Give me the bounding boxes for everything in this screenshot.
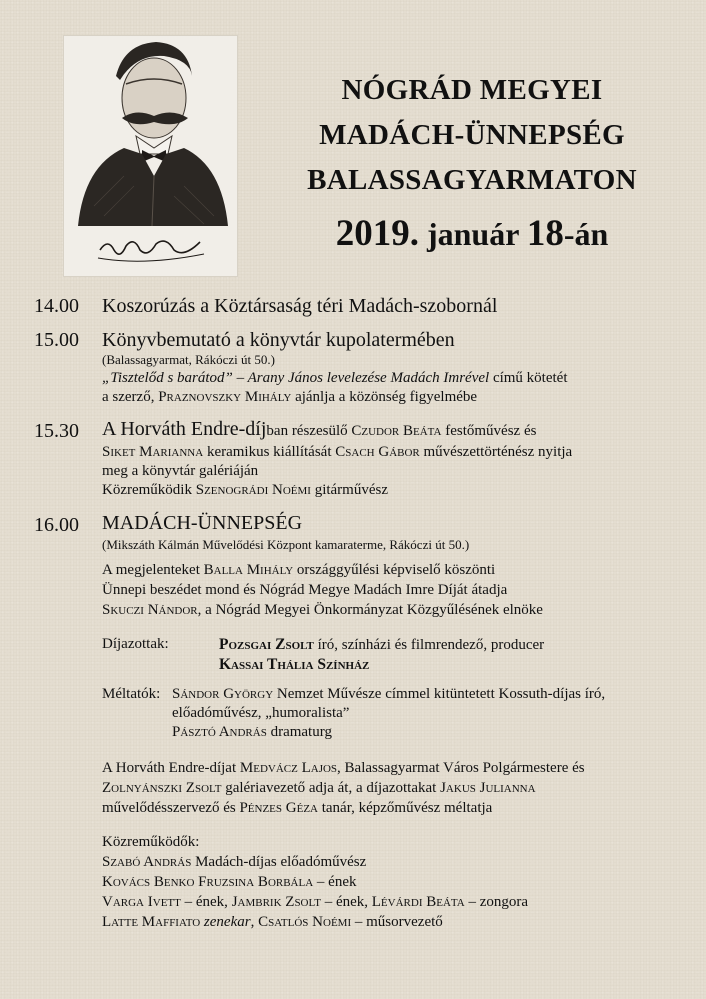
award-para-line-1-a: A Horváth Endre-díjat: [102, 760, 240, 776]
event-3-line-2: [102, 443, 572, 462]
person-jakus: Jakus Julianna: [440, 780, 536, 796]
title-line-2: MADÁCH-ÜNNEPSÉG: [319, 119, 625, 151]
event-1-time: 14.00: [34, 295, 79, 317]
event-2-line-2-b: ajánlja a közönség figyelmébe: [291, 389, 478, 405]
person-praznovszky: Praznovszky Mihály: [158, 389, 292, 405]
event-2-location: (Balassagyarmat, Rákóczi út 50.): [102, 352, 275, 367]
latte-maffiato: Latte Maffiato: [102, 914, 201, 930]
event-4-line-2: Ünnepi beszédet mond és Nógrád Megye Madách Imre Díját átadja: [102, 582, 508, 598]
awardee-2: [219, 655, 369, 675]
event-4-title: MADÁCH-ÜNNEPSÉG: [102, 512, 303, 534]
laudators-label: Méltatók:: [102, 686, 161, 702]
event-4-line-3: [102, 601, 543, 620]
person-czudor: Czudor Beáta: [351, 423, 442, 439]
laudator-1-desc: Nemzet Művésze címmel kitüntetett Kossuth-díjas író,: [273, 686, 606, 702]
kassai-thalia: Kassai Thália Színház: [219, 656, 370, 673]
performer-4-mid: ,: [250, 914, 259, 930]
laudator-2-desc: dramaturg: [266, 724, 332, 740]
award-para-line-3-a: művelődésszervező és: [102, 800, 240, 816]
event-2-title: Könyvbemutató a könyvtár kupolatermében: [102, 329, 455, 351]
event-4-line-1: [102, 561, 495, 580]
performer-2-desc: – ének: [313, 874, 357, 890]
title-line-3: BALASSAGYARMATON: [307, 164, 637, 196]
award-para-line-2: [102, 779, 536, 798]
person-szenogradi: Szenográdi Noémi: [195, 482, 311, 498]
event-1-title: Koszorúzás a Köztársaság téri Madách-szobornál: [102, 295, 498, 317]
event-4-line-1-a: A megjelenteket: [102, 562, 204, 578]
award-para-line-3: [102, 799, 492, 818]
person-pozsgai: Pozsgai Zsolt: [219, 636, 314, 653]
portrait-image: [63, 35, 238, 277]
person-paszto: Pásztó András: [172, 724, 267, 740]
person-penzes: Pénzes Géza: [239, 800, 318, 816]
event-3-line-4-a: Közreműködik: [102, 482, 196, 498]
person-sandor: Sándor György: [172, 686, 274, 702]
award-name: A Horváth Endre-díj: [102, 418, 267, 440]
award-para-line-3-b: tanár, képzőművész méltatja: [317, 800, 493, 816]
event-3-line-2-c: művészettörténész nyitja: [419, 444, 573, 460]
person-csach: Csach Gábor: [335, 444, 420, 460]
date-suffix: -án: [563, 216, 609, 252]
person-levardi: Lévárdi Beáta: [371, 894, 465, 910]
event-3-line-4-b: gitárművész: [310, 482, 388, 498]
award-para-line-2-b: galériavezető adja át, a díjazottakat: [221, 780, 441, 796]
person-csatlos: Csatlós Noémi: [258, 914, 352, 930]
date-year: 2019.: [335, 213, 419, 254]
award-para-line-1: [102, 759, 585, 778]
awardee-1-desc: író, színházi és filmrendező, producer: [313, 637, 545, 653]
title-line-1: NÓGRÁD MEGYEI: [341, 74, 603, 106]
performers-label: Közreműködők:: [102, 834, 200, 850]
event-3-line-4: [102, 481, 388, 500]
event-2-line-2: [102, 388, 477, 407]
performer-3: [102, 893, 528, 912]
laudator-2: [172, 723, 332, 742]
performer-3-mid-2: – ének,: [320, 894, 372, 910]
laudator-1: [172, 685, 605, 704]
event-4-line-1-b: országgyűlési képviselő köszönti: [293, 562, 496, 578]
event-2-line-1: [102, 369, 568, 388]
performer-2: [102, 873, 357, 892]
performer-4-italic: zenekar: [200, 914, 251, 930]
date-day: 18: [526, 213, 564, 254]
person-kovacs: Kovács Benko Fruzsina Borbála: [102, 874, 314, 890]
person-medvacz: Medvácz Lajos: [239, 760, 338, 776]
performer-3-mid-1: – ének,: [180, 894, 232, 910]
awardees-label: Díjazottak:: [102, 636, 169, 652]
person-jambrik: Jambrik Zsolt: [231, 894, 321, 910]
event-date: [262, 207, 682, 261]
laudator-1-line-2: előadóművész, „humoralista”: [172, 705, 350, 721]
event-2-line-2-a: a szerző,: [102, 389, 159, 405]
event-3-time: 15.30: [34, 420, 79, 442]
book-title: „Tisztelőd s barátod” – Arany János levelezése Madách Imrével: [102, 370, 490, 386]
event-2-time: 15.00: [34, 329, 79, 351]
performer-1-desc: Madách-díjas előadóművész: [191, 854, 367, 870]
awardee-1: [219, 635, 544, 655]
person-varga: Varga Ivett: [102, 894, 181, 910]
event-3-title: [102, 418, 682, 441]
person-zolnyanszki: Zolnyánszki Zsolt: [102, 780, 222, 796]
portrait-engraving: [64, 36, 237, 276]
event-4-time: 16.00: [34, 514, 79, 536]
event-3-line-2-b: keramikus kiállítását: [203, 444, 336, 460]
performer-4-end: – műsorvezető: [351, 914, 443, 930]
event-3-title-b: ban részesülő: [266, 423, 352, 439]
performer-1: [102, 853, 366, 872]
event-3-title-c: festőművész és: [441, 423, 537, 439]
event-4-line-3-b: , a Nógrád Megyei Önkormányzat Közgyűlésének elnöke: [197, 602, 543, 618]
person-szabo: Szabó András: [102, 854, 192, 870]
person-siket: Siket Marianna: [102, 444, 204, 460]
event-4-location: (Mikszáth Kálmán Művelődési Központ kamaraterme, Rákóczi út 50.): [102, 537, 470, 552]
date-month: január: [418, 216, 527, 252]
person-balla: Balla Mihály: [203, 562, 294, 578]
event-title: [262, 68, 682, 261]
person-skuczi: Skuczi Nándor: [102, 602, 198, 618]
award-para-line-1-b: , Balassagyarmat Város Polgármestere és: [337, 760, 585, 776]
performer-4: [102, 913, 443, 932]
event-3-line-3: meg a könyvtár galériáján: [102, 463, 259, 479]
event-2-line-1-rest: című kötetét: [489, 370, 568, 386]
performer-3-end: – zongora: [464, 894, 528, 910]
